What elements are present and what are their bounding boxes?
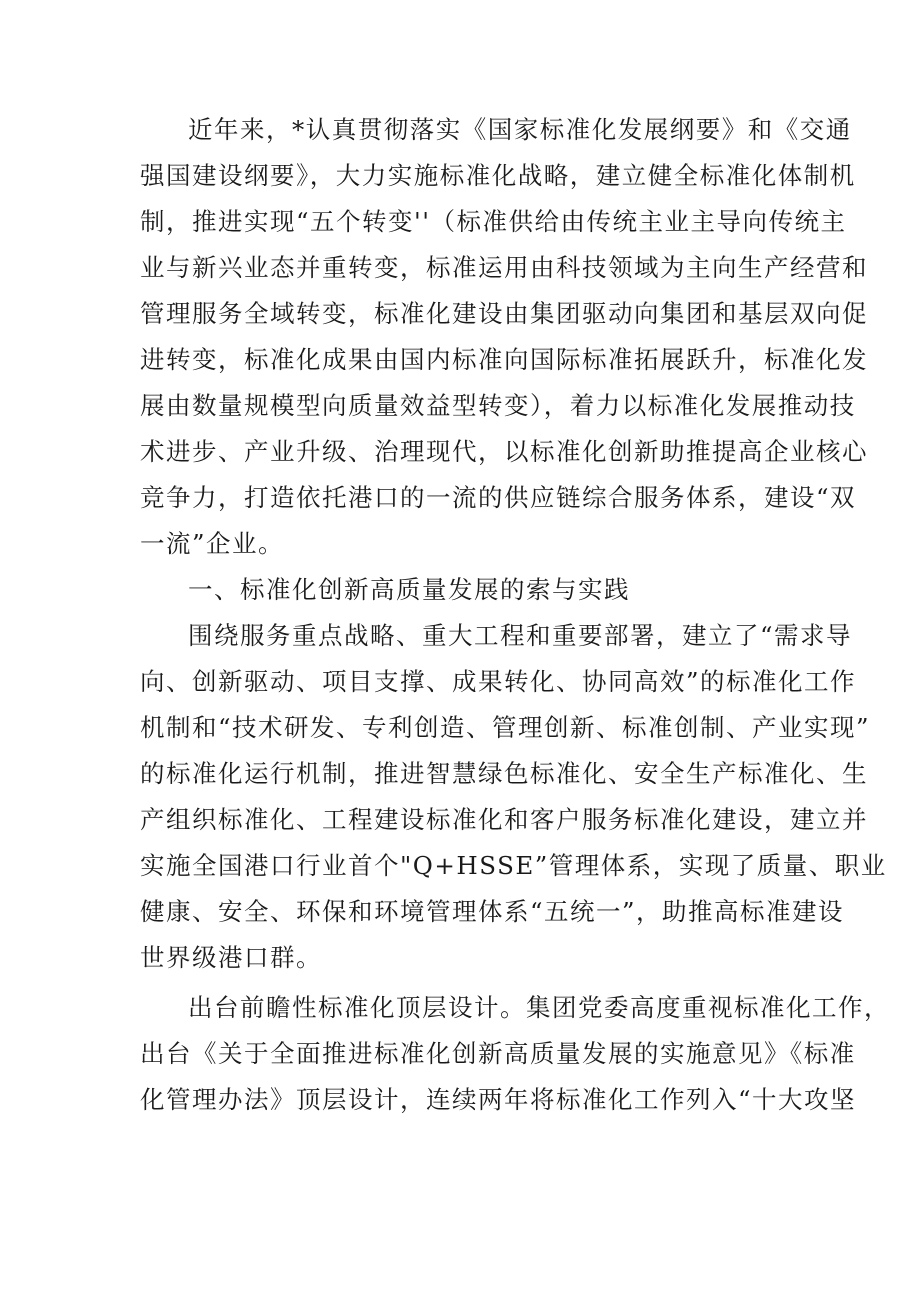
paragraph-line: 出台前瞻性标准化顶层设计。集团党委高度重视标准化工作，: [188, 993, 890, 1022]
paragraph-line: 进转变，标准化成果由国内标准向国际标准拓展跃升，标准化发: [140, 345, 868, 374]
paragraph-line: 一流”企业。: [140, 529, 285, 558]
document-body: [140, 107, 890, 1123]
paragraph-top-design: [140, 985, 890, 1123]
paragraph-line: 化管理办法》顶层设计，连续两年将标准化工作列入“十大攻坚: [140, 1085, 857, 1114]
paragraph-line: 业与新兴业态并重转变，标准运用由科技领域为主向生产经营和: [140, 253, 868, 282]
paragraph-line: 术进步、产业升级、治理现代，以标准化创新助推提高企业核心: [140, 437, 868, 466]
paragraph-line: 强国建设纲要》，大力实施标准化战略，建立健全标准化体制机: [140, 161, 856, 190]
paragraph-intro: [140, 107, 868, 567]
paragraph-line: 向、创新驱动、项目支撑、成果转化、协同高效”的标准化工作: [140, 667, 857, 696]
paragraph-line: 展由数量规模型向质量效益型转变），着力以标准化发展推动技: [140, 391, 856, 420]
paragraph-line: 出台《关于全面推进标准化创新高质量发展的实施意见》《标准: [140, 1039, 856, 1068]
paragraph-line: 围绕服务重点战略、重大工程和重要部署，建立了“需求导: [188, 621, 853, 650]
heading-line: 一、标准化创新高质量发展的索与实践: [188, 575, 630, 604]
paragraph-line: 世界级港口群。: [140, 943, 322, 972]
paragraph-line: 实施全国港口行业首个"Q+HSSE”管理体系，实现了质量、职业: [140, 851, 887, 880]
paragraph-section-1: [140, 613, 887, 981]
paragraph-line: 产组织标准化、工程建设标准化和客户服务标准化建设，建立并: [140, 805, 868, 834]
paragraph-line: 的标准化运行机制，推进智慧绿色标准化、安全生产标准化、生: [140, 759, 868, 788]
paragraph-line: 制，推进实现“五个转变''（标准供给由传统主业主导向传统主: [140, 207, 847, 236]
paragraph-line: 管理服务全域转变，标准化建设由集团驱动向集团和基层双向促: [140, 299, 868, 328]
paragraph-line: 竞争力，打造依托港口的一流的供应链综合服务体系，建设“双: [140, 483, 857, 512]
section-heading: [140, 567, 792, 613]
paragraph-line: 近年来，*认真贯彻落实《国家标准化发展纲要》和《交通: [188, 115, 852, 144]
paragraph-line: 机制和“技术研发、专利创造、管理创新、标准创制、产业实现”: [140, 713, 871, 742]
paragraph-line: 健康、安全、环保和环境管理体系“五统一”，助推高标准建设: [140, 897, 845, 926]
